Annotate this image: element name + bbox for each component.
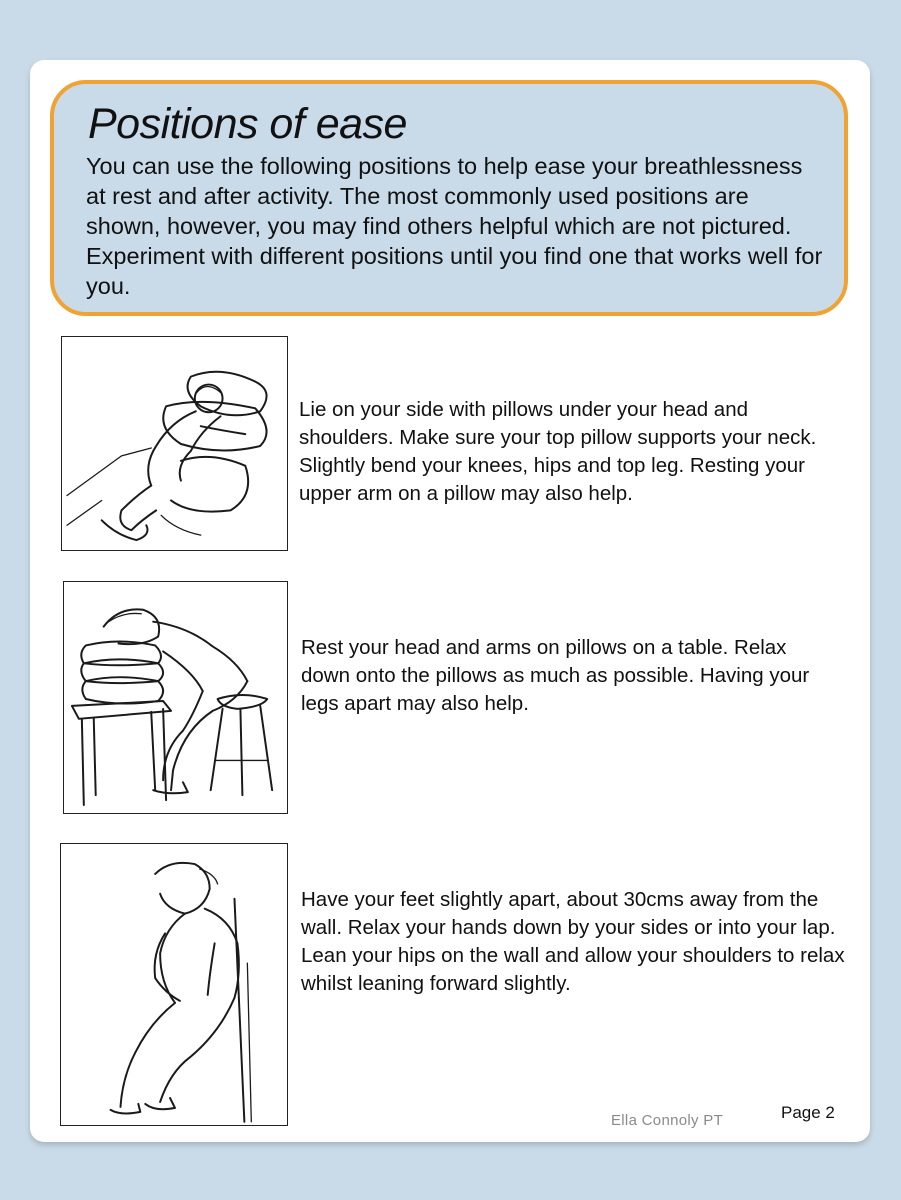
forward-lean-sitting-illustration [63,581,288,814]
position-description-2: Rest your head and arms on pillows on a table. Relax down onto the pillows as much as possible. Having your legs apart may also help. [301,636,810,715]
position-description-3: Have your feet slightly apart, about 30cms away from the wall. Relax your hands down by your sides or into your lap. Lean your hips on the wall and allow your shoulders to relax whilst leaning forward slightly. [301,888,845,995]
wall-lean-standing-illustration [60,843,288,1126]
position-description-1: Lie on your side with pillows under your head and shoulders. Make sure your top pillow supports your neck. Slightly bend your knees, hips and top leg. Resting your upper arm on a pillow may also help. [299,398,817,505]
author-credit: Ella Connoly PT [611,1112,724,1129]
side-lying-illustration [61,336,288,551]
page-title: Positions of ease [88,100,407,148]
intro-text: You can use the following positions to help ease your breathlessness at rest and after activity. The most commonly used positions are shown, however, you may find others helpful which are not pictured. Experiment with different positions until you find one that works well for you. [86,153,823,299]
page-number: Page 2 [781,1103,835,1122]
